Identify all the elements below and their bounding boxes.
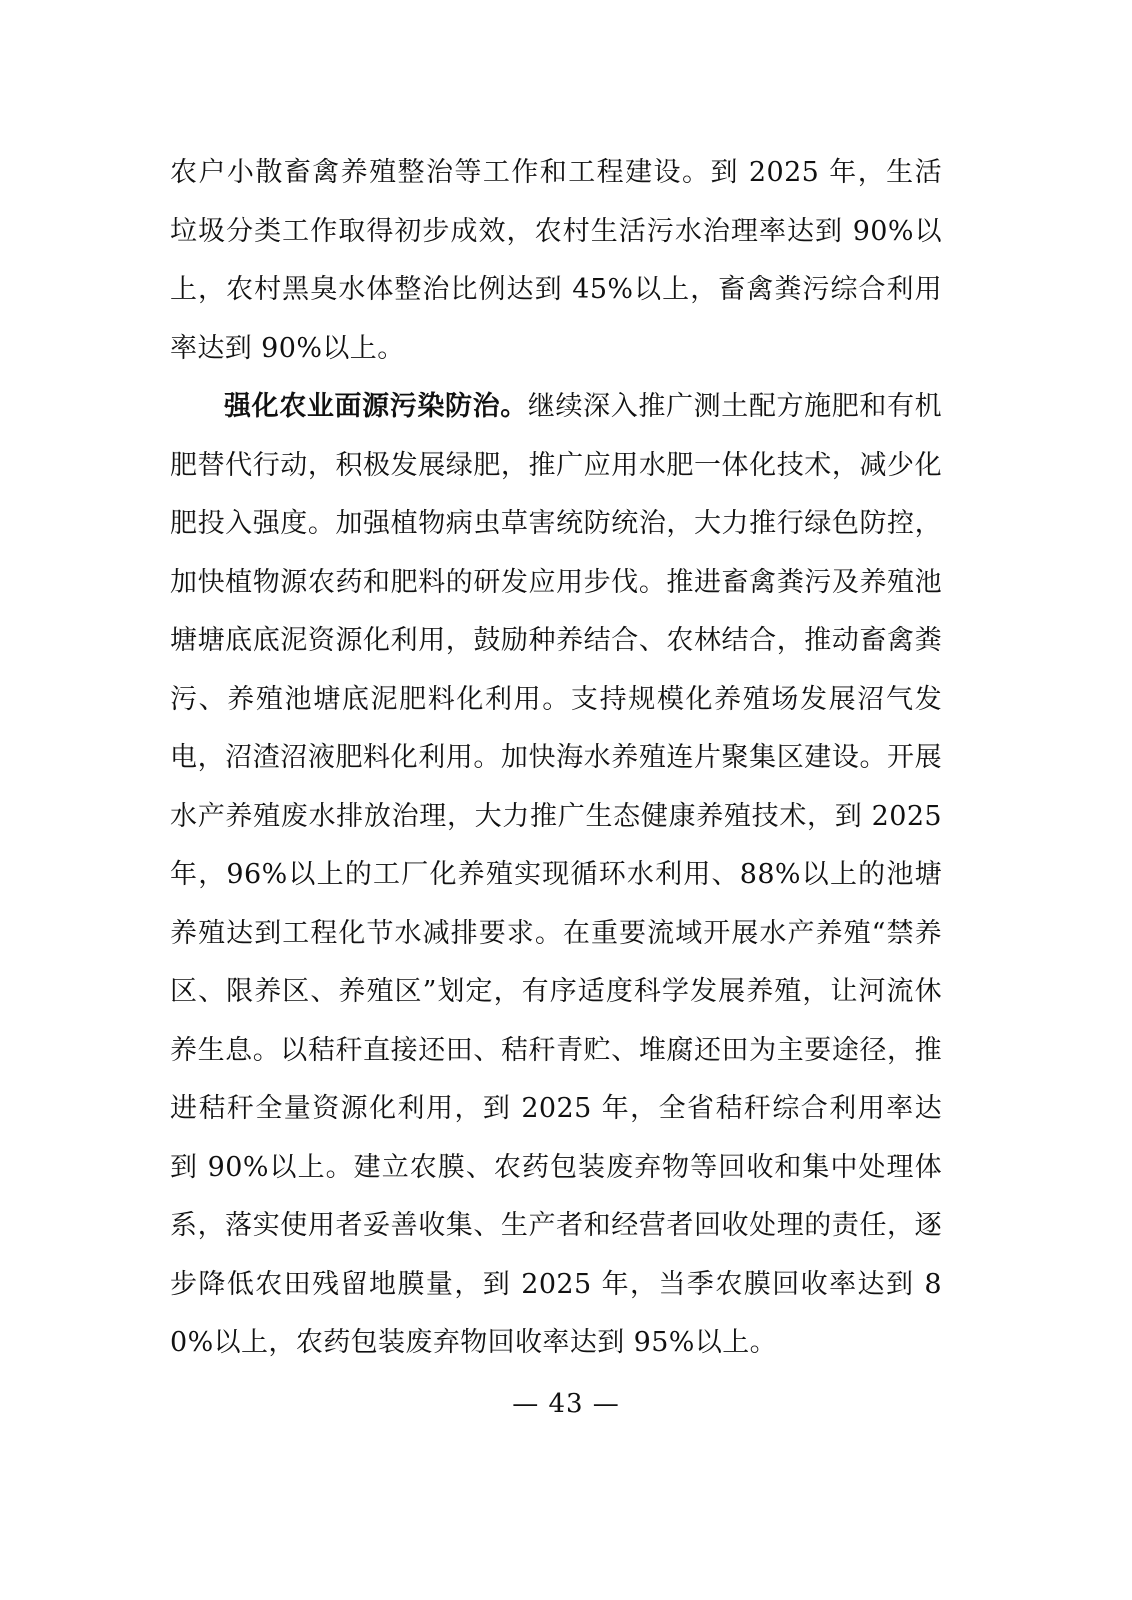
paragraph-text: 农户小散畜禽养殖整治等工作和工程建设。到 2025 年，生活垃圾分类工作取得初步成效，农村生活污水治理率达到 90%以上，农村黑臭水体整治比例达到 45%以上，畜禽粪污综合利用率达到 90%以上。: [170, 157, 942, 364]
page-number: — 43 —: [512, 1389, 620, 1419]
paragraph-text: 继续深入推广测土配方施肥和有机肥替代行动，积极发展绿肥，推广应用水肥一体化技术，减少化肥投入强度。加强植物病虫草害统防统治，大力推行绿色防控，加快植物源农药和肥料的研发应用步伐。推进畜禽粪污及养殖池塘塘底底泥资源化利用，鼓励种养结合、农林结合，推动畜禽粪污、养殖池塘底泥肥料化利用。支持规模化养殖场发展沼气发电，沼渣沼液肥料化利用。加快海水养殖连片聚集区建设。开展水产养殖废水排放治理，大力推广生态健康养殖技术，到 2025 年，96%以上的工厂化养殖实现循环水利用、88%以上的池塘养殖达到工程化节水减排要求。在重要流域开展水产养殖“禁养区、限养区、养殖区”划定，有序适度科学发展养殖，让河流休养生息。以秸秆直接还田、秸秆青贮、堆腐还田为主要途径，推进秸秆全量资源化利用，到 2025 年，全省秸秆综合利用率达到 90%以上。建立农膜、农药包装废弃物等回收和集中处理体系，落实使用者妥善收集、生产者和经营者回收处理的责任，逐步降低农田残留地膜量，到 2025 年，当季农膜回收率达到 80%以上，农药包装废弃物回收率达到 95%以上。: [170, 391, 943, 1358]
paragraph-agricultural-pollution: [170, 378, 942, 1373]
paragraph-heading: 强化农业面源污染防治。: [224, 391, 528, 422]
body-text: [170, 144, 942, 1373]
paragraph-continued: [170, 144, 942, 378]
